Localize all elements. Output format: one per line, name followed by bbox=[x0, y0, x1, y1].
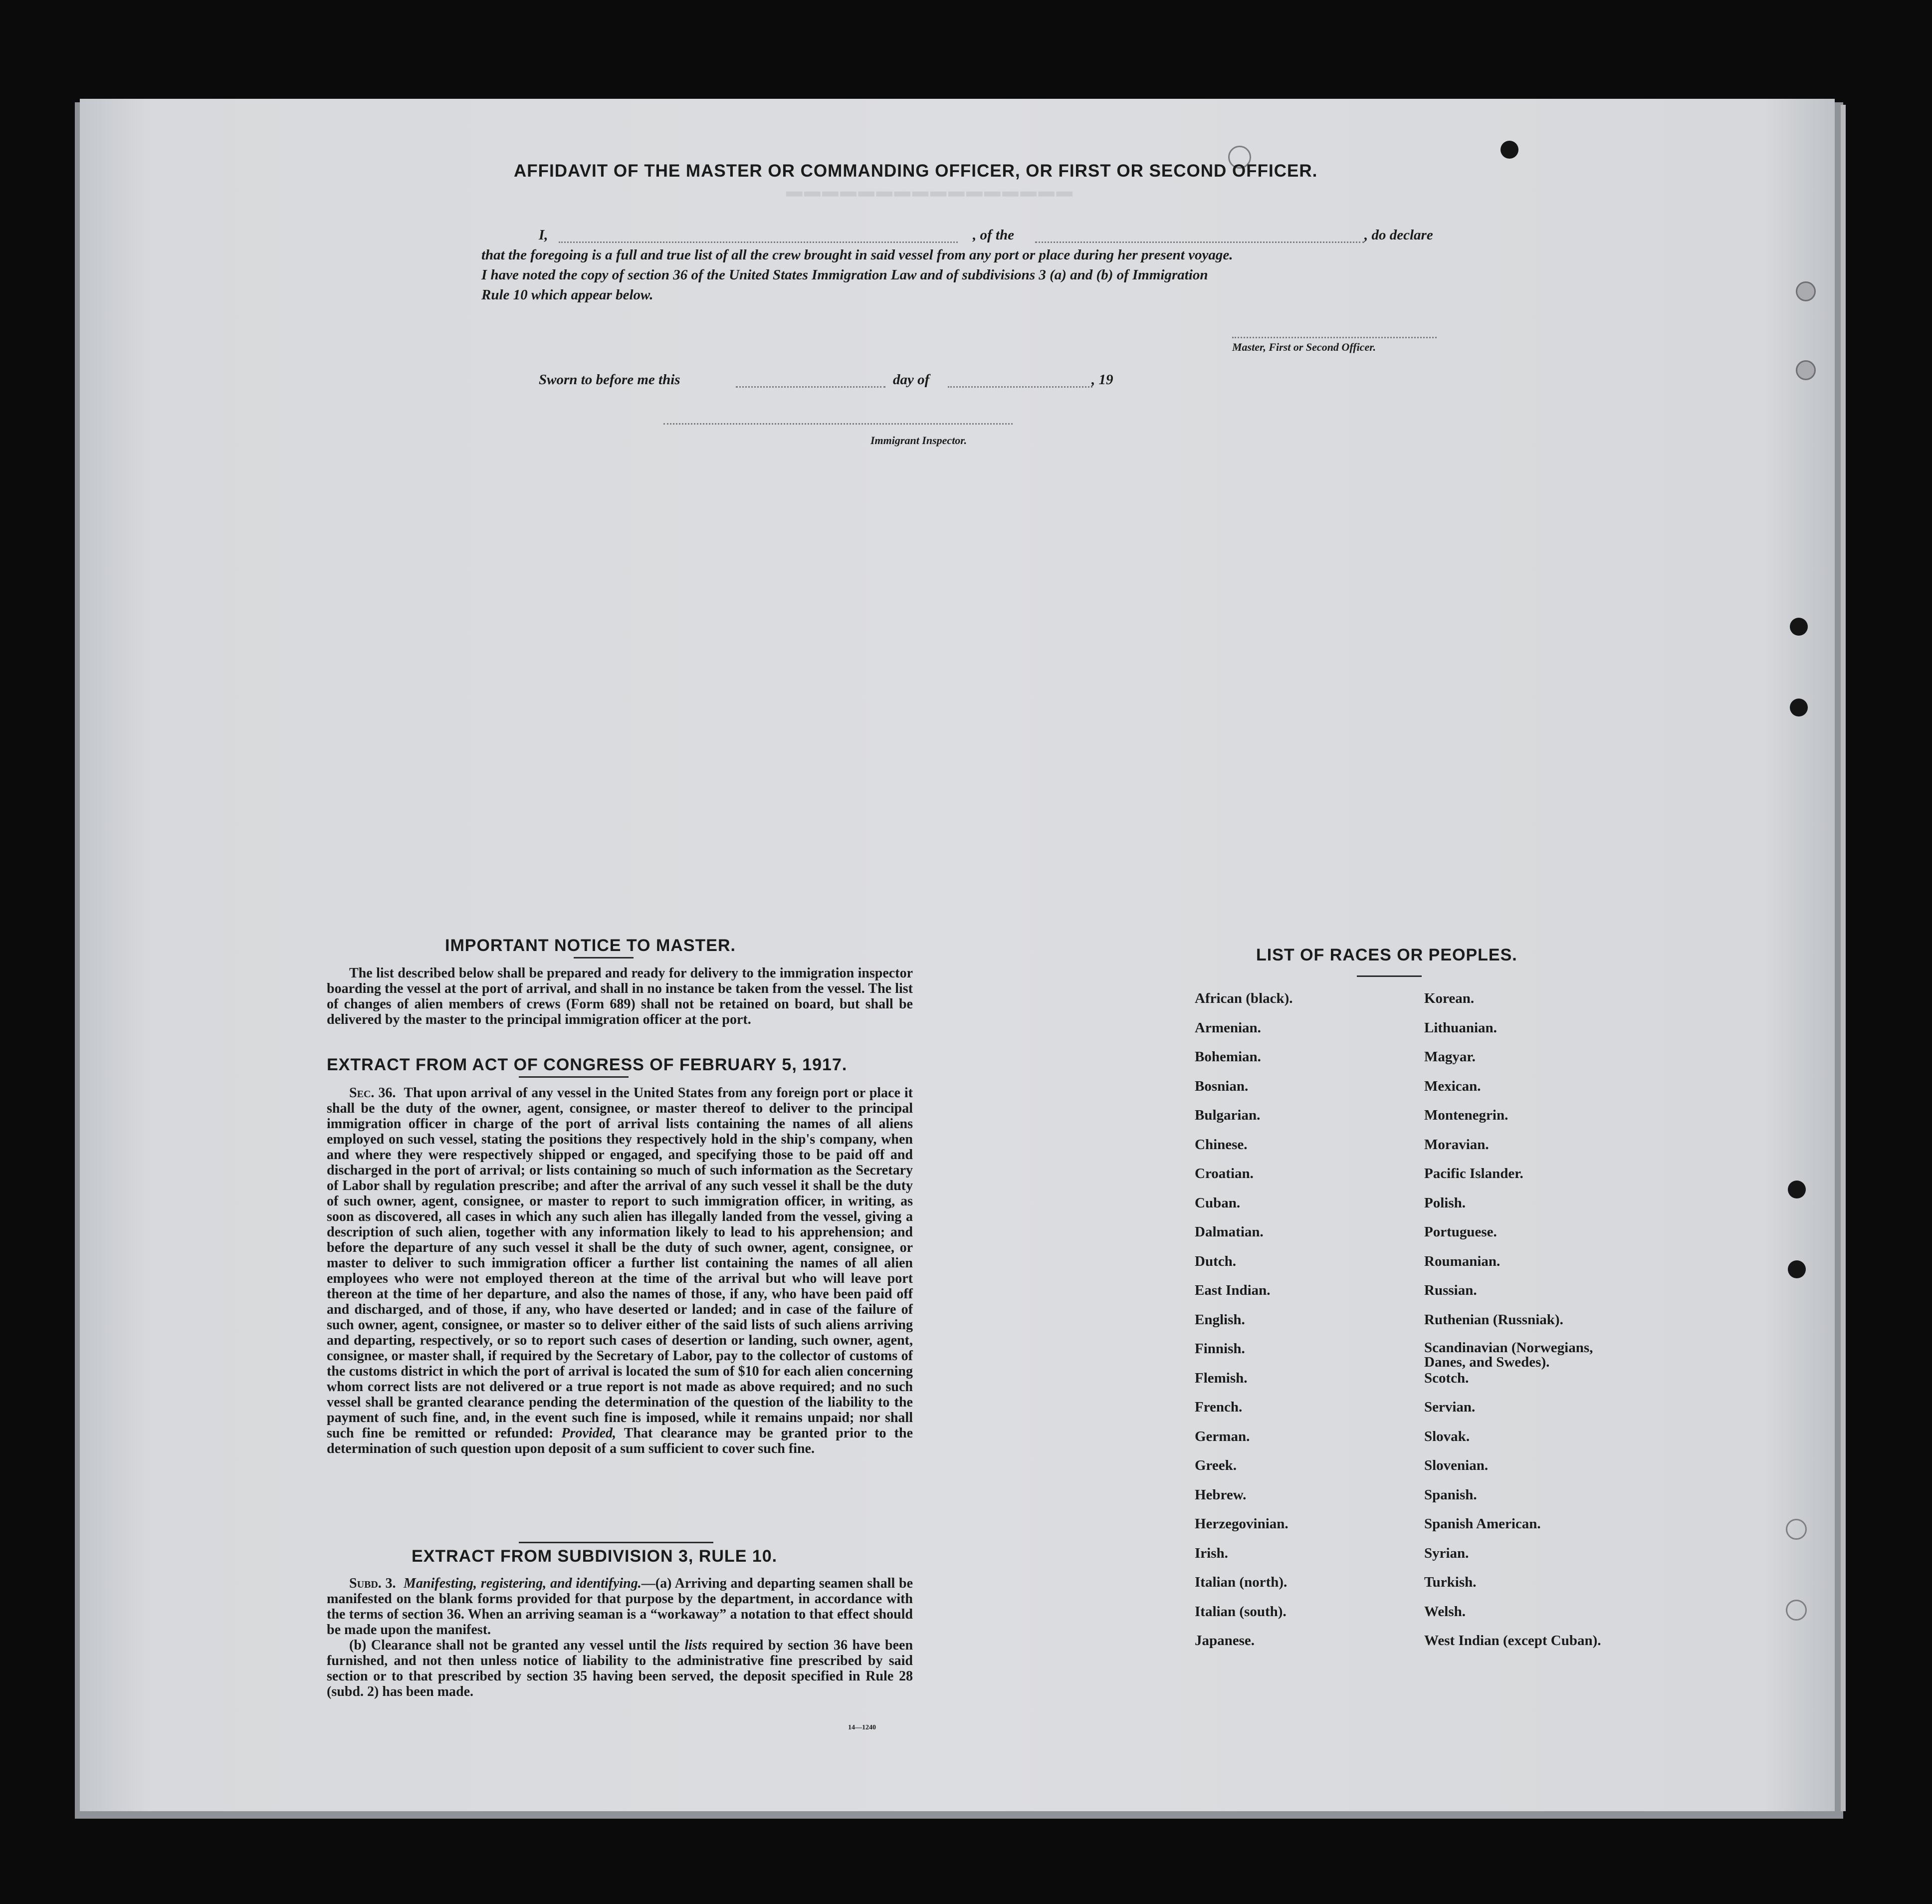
race-item: Herzegovinian. bbox=[1195, 1516, 1288, 1532]
master-signature-label: Master, First or Second Officer. bbox=[1232, 341, 1376, 353]
race-item: Welsh. bbox=[1424, 1603, 1466, 1620]
master-signature-line bbox=[1232, 337, 1437, 338]
day-field bbox=[736, 386, 885, 388]
race-item: Korean. bbox=[1424, 990, 1475, 1006]
race-item: Bosnian. bbox=[1195, 1078, 1249, 1094]
race-item: Finnish. bbox=[1195, 1341, 1245, 1357]
race-item: Polish. bbox=[1424, 1194, 1466, 1211]
race-item: English. bbox=[1195, 1311, 1245, 1328]
form-number: 14—1240 bbox=[848, 1724, 876, 1731]
race-item: Roumanian. bbox=[1424, 1253, 1501, 1269]
race-item: Syrian. bbox=[1424, 1545, 1469, 1561]
race-item: Scotch. bbox=[1424, 1370, 1469, 1386]
race-item: Montenegrin. bbox=[1424, 1107, 1508, 1123]
punch-hole-icon bbox=[1501, 141, 1518, 159]
punch-hole-icon bbox=[1786, 1519, 1807, 1540]
affidavit-of-the: , of the bbox=[973, 227, 1014, 243]
section-text-end: That clearance may be granted prior to the determination of such question upon deposit of a sum sufficient to cover such fine. bbox=[327, 1426, 913, 1456]
inspector-signature-line bbox=[663, 423, 1013, 425]
notice-title: IMPORTANT NOTICE TO MASTER. bbox=[445, 936, 736, 955]
para-b-end: required by section 36 have been furnished, and not then unless notice of liability to the administrative fine prescribed by said section or to that prescribed by section 35 having been served, the deposit specified in Rule 28 (subd. 2) has been made. bbox=[327, 1638, 913, 1699]
punch-hole-icon bbox=[1788, 1260, 1806, 1278]
race-item: Hebrew. bbox=[1195, 1486, 1247, 1503]
notice-underline bbox=[574, 957, 634, 958]
race-item: Russian. bbox=[1424, 1282, 1477, 1298]
race-item: Italian (south). bbox=[1195, 1603, 1287, 1620]
act-underline bbox=[519, 1076, 629, 1078]
race-item: Greek. bbox=[1195, 1457, 1237, 1473]
races-title: LIST OF RACES OR PEOPLES. bbox=[1256, 946, 1517, 964]
act-text bbox=[327, 1085, 913, 1456]
name-field bbox=[559, 241, 958, 243]
race-item: Italian (north). bbox=[1195, 1574, 1288, 1590]
race-item: Moravian. bbox=[1424, 1136, 1489, 1153]
inspector-signature-label: Immigrant Inspector. bbox=[870, 434, 967, 447]
affidavit-line-4: Rule 10 which appear below. bbox=[481, 287, 653, 303]
subd-label: Subd. 3. bbox=[349, 1576, 396, 1591]
races-right-column bbox=[1424, 990, 1634, 1662]
punch-hole-icon bbox=[1790, 699, 1808, 716]
rule-overline bbox=[519, 1542, 713, 1543]
race-item: French. bbox=[1195, 1399, 1243, 1415]
rule-title: EXTRACT FROM SUBDIVISION 3, RULE 10. bbox=[412, 1547, 778, 1566]
punch-hole-icon bbox=[1790, 618, 1808, 636]
race-item: Cuban. bbox=[1195, 1194, 1241, 1211]
race-item: West Indian (except Cuban). bbox=[1424, 1633, 1601, 1649]
notice-text bbox=[327, 965, 913, 1027]
race-item: Bulgarian. bbox=[1195, 1107, 1261, 1123]
race-item: Spanish. bbox=[1424, 1486, 1477, 1503]
sworn-text: Sworn to before me this bbox=[539, 372, 680, 388]
races-left-column bbox=[1195, 990, 1293, 1662]
race-item: Dalmatian. bbox=[1195, 1224, 1264, 1240]
provided-text: Provided, bbox=[561, 1426, 617, 1441]
race-item: Lithuanian. bbox=[1424, 1019, 1497, 1036]
year-text: , 19 bbox=[1091, 372, 1113, 388]
race-item: Irish. bbox=[1195, 1545, 1228, 1561]
month-field bbox=[948, 386, 1092, 388]
affidavit-i: I, bbox=[539, 227, 548, 243]
race-item: African (black). bbox=[1195, 990, 1293, 1006]
notice-paragraph: The list described below shall be prepared and ready for delivery to the immigration inspector boarding the vessel at the port of arrival, and shall in no instance be taken from the vessel. The list of changes of alien members of crews (Form 689) shall not be retained on board, but shall be delivered by the master to the principal immigration officer at the port. bbox=[327, 965, 913, 1027]
race-item: Chinese. bbox=[1195, 1136, 1248, 1153]
race-item: Armenian. bbox=[1195, 1019, 1261, 1036]
affidavit-line-2: that the foregoing is a full and true list of all the crew brought in said vessel from any port or place during her present voyage. bbox=[481, 247, 1233, 263]
affidavit-do-declare: , do declare bbox=[1364, 227, 1433, 243]
act-title: EXTRACT FROM ACT OF CONGRESS OF FEBRUARY 5, 1917. bbox=[327, 1055, 848, 1074]
page-edge bbox=[1841, 105, 1846, 1811]
race-item: Croatian. bbox=[1195, 1166, 1254, 1182]
race-item: East Indian. bbox=[1195, 1282, 1271, 1298]
section-label: Sec. 36. bbox=[349, 1085, 396, 1101]
race-item: Japanese. bbox=[1195, 1633, 1255, 1649]
race-item: Magyar. bbox=[1424, 1049, 1476, 1065]
para-b-start: (b) Clearance shall not be granted any vessel until the bbox=[349, 1638, 680, 1653]
race-item: German. bbox=[1195, 1428, 1250, 1444]
race-item: Bohemian. bbox=[1195, 1049, 1261, 1065]
vessel-field bbox=[1035, 241, 1364, 243]
para-b-italic: lists bbox=[684, 1638, 707, 1653]
rule-text bbox=[327, 1576, 913, 1699]
day-of-text: day of bbox=[893, 372, 930, 388]
affidavit-title: AFFIDAVIT OF THE MASTER OR COMMANDING OFFICER, OR FIRST OR SECOND OFFICER. bbox=[514, 161, 1318, 181]
race-item: Slovak. bbox=[1424, 1428, 1470, 1444]
race-item: Pacific Islander. bbox=[1424, 1166, 1523, 1182]
punch-hole-icon bbox=[1796, 360, 1816, 380]
para-a: —(a) Arriving and departing seamen shall be manifested on the blank forms provided for that purpose by the department, in accordance with the terms of section 36. When an arriving seaman is a “workaway” a notation to that effect should be made upon the manifest. bbox=[327, 1576, 913, 1638]
punch-hole-icon bbox=[1796, 281, 1816, 301]
race-item: Slovenian. bbox=[1424, 1457, 1489, 1473]
subd-italic: Manifesting, registering, and identifying. bbox=[404, 1576, 642, 1591]
race-item: Spanish American. bbox=[1424, 1516, 1541, 1532]
affidavit-line-3: I have noted the copy of section 36 of the United States Immigration Law and of subdivisions 3 (a) and (b) of Immigration bbox=[481, 267, 1208, 283]
race-item: Flemish. bbox=[1195, 1370, 1248, 1386]
punch-hole-icon bbox=[1788, 1181, 1806, 1198]
race-item: Scandinavian (Norwegians, Danes, and Swedes). bbox=[1424, 1340, 1593, 1370]
punch-hole-icon bbox=[1786, 1600, 1807, 1621]
race-item: Mexican. bbox=[1424, 1078, 1481, 1094]
race-item: Dutch. bbox=[1195, 1253, 1236, 1269]
race-item: Ruthenian (Russniak). bbox=[1424, 1311, 1563, 1328]
section-text: That upon arrival of any vessel in the United States from any foreign port or place it shall be the duty of the owner, agent, consignee, or master thereof to deliver to the principal immigration officer in charge of the port of arrival lists containing the names of all aliens employed on such vessel, stating the positions they respectively hold in the ship's company, when and where they were respectively shipped or engaged, and specifying those to be paid off and discharged in the port of arrival; or lists containing so much of such information as the Secretary of Labor shall by regulation prescribe; and after the arrival of any such vessel it shall be the duty of such owner, agent, consignee, or master to report to such immigration officer, in writing, as soon as discovered, all cases in which any such alien has illegally landed from the vessel, giving a description of such alien, together with any information likely to lead to his apprehension; and before the departure of any such vessel it shall be the duty of such owner, agent, consignee, or master to deliver to such immigration officer a further list containing the names of all alien employees who were not employed thereon at the time of the arrival but who will leave port thereon at the time of her departure, and also the names of those, if any, who have been paid off and discharged, and of those, if any, who have deserted or landed; and in case of the failure of such owner, agent, consignee, or master so to deliver either of the said lists of such aliens arriving and departing, respectively, or so to report such cases of desertion or landing, such owner, agent, consignee, or master shall, if required by the Secretary of Labor, pay to the collector of customs of the customs district in which the port of arrival is located the sum of $10 for each alien concerning whom correct lists are not delivered or a true report is not made as above required; and no such vessel shall be granted clearance pending the determination of the question of the liability to the payment of such fine, and, in the event such fine is imposed, while it remains unpaid; nor shall such fine be remitted or refunded: bbox=[327, 1085, 913, 1441]
race-item: Servian. bbox=[1424, 1399, 1476, 1415]
bleed-through-text: ━━━━━━━━━━━━━━━━ bbox=[784, 180, 1072, 208]
race-item: Turkish. bbox=[1424, 1574, 1477, 1590]
race-item: Portuguese. bbox=[1424, 1224, 1497, 1240]
races-underline bbox=[1357, 975, 1422, 977]
